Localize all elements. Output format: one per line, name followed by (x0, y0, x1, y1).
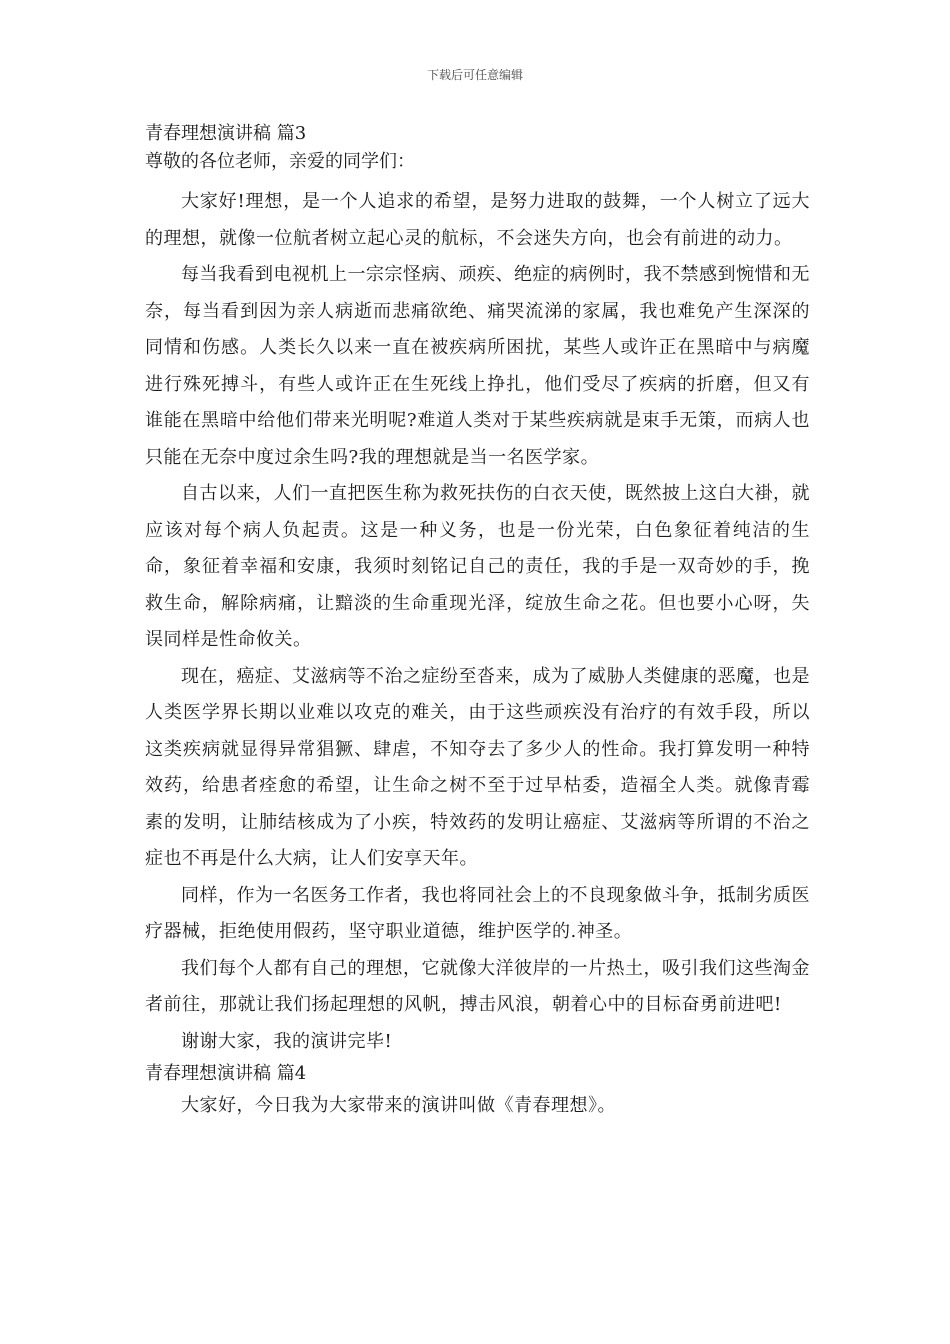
salutation: 尊敬的各位老师，亲爱的同学们： (145, 151, 415, 172)
closing-line: 谢谢大家，我的演讲完毕! (181, 1030, 393, 1052)
section-title: 青春理想演讲稿 篇4 (145, 1063, 307, 1084)
paragraph: 大家好，今日我为大家带来的演讲叫做《青春理想》。 (181, 1095, 616, 1116)
section-title: 青春理想演讲稿 篇3 (145, 123, 307, 144)
paragraph: 每当我看到电视机上一宗宗怪病、顽疾、绝症的病例时，我不禁感到惋惜和无奈，每当看到因为亲人病逝而悲痛欲绝、痛哭流涕的家属，我也难免产生深深的同情和伤感。人类长久以来一直在被疾病所困扰，某些人或许正在黑暗中与病魔进行殊死搏斗，有些人或许正在生死线上挣扎，他们受尽了疾病的折磨，但又有谁能在黑暗中给他们带来光明呢?难道人类对于某些疾病就是束手无策，而病人也只能在无奈中度过余生吗?我的理想就是当一名医学家。 (145, 264, 810, 468)
paragraph: 自古以来，人们一直把医生称为救死扶伤的白衣天使，既然披上这白大褂，就应该对每个病人负起责。这是一种义务，也是一份光荣，白色象征着纯洁的生命，象征着幸福和安康，我须时刻铭记自己的责任，我的手是一双奇妙的手，挽救生命，解除病痛，让黯淡的生命重现光泽，绽放生命之花。但也要小心呀，失误同样是性命攸关。 (145, 483, 810, 650)
document-body (145, 120, 810, 1125)
paragraph: 我们每个人都有自己的理想，它就像大洋彼岸的一片热土，吸引我们这些淘金者前往，那就让我们扬起理想的风帆，搏击风浪，朝着心中的目标奋勇前进吧! (145, 957, 810, 1015)
paragraph: 同样，作为一名医务工作者，我也将同社会上的不良现象做斗争，抵制劣质医疗器械，拒绝使用假药，坚守职业道德，维护医学的.神圣。 (145, 884, 810, 942)
page-header-note: 下载后可任意编辑 (426, 68, 523, 82)
paragraph: 大家好!理想，是一个人追求的希望，是努力进取的鼓舞，一个人树立了远大的理想，就像一位航者树立起心灵的航标，不会迷失方向，也会有前进的动力。 (145, 191, 810, 249)
paragraph: 现在，癌症、艾滋病等不治之症纷至沓来，成为了威胁人类健康的恶魔，也是人类医学界长期以业难以攻克的难关，由于这些顽疾没有治疗的有效手段，所以这类疾病就显得异常猖獗、肆虐，不知夺去了多少人的性命。我打算发明一种特效药，给患者痊愈的希望，让生命之树不至于过早枯委，造福全人类。就像青霉素的发明，让肺结核成为了小疾，特效药的发明让癌症、艾滋病等所谓的不治之症也不再是什么大病，让人们安享天年。 (145, 665, 810, 869)
